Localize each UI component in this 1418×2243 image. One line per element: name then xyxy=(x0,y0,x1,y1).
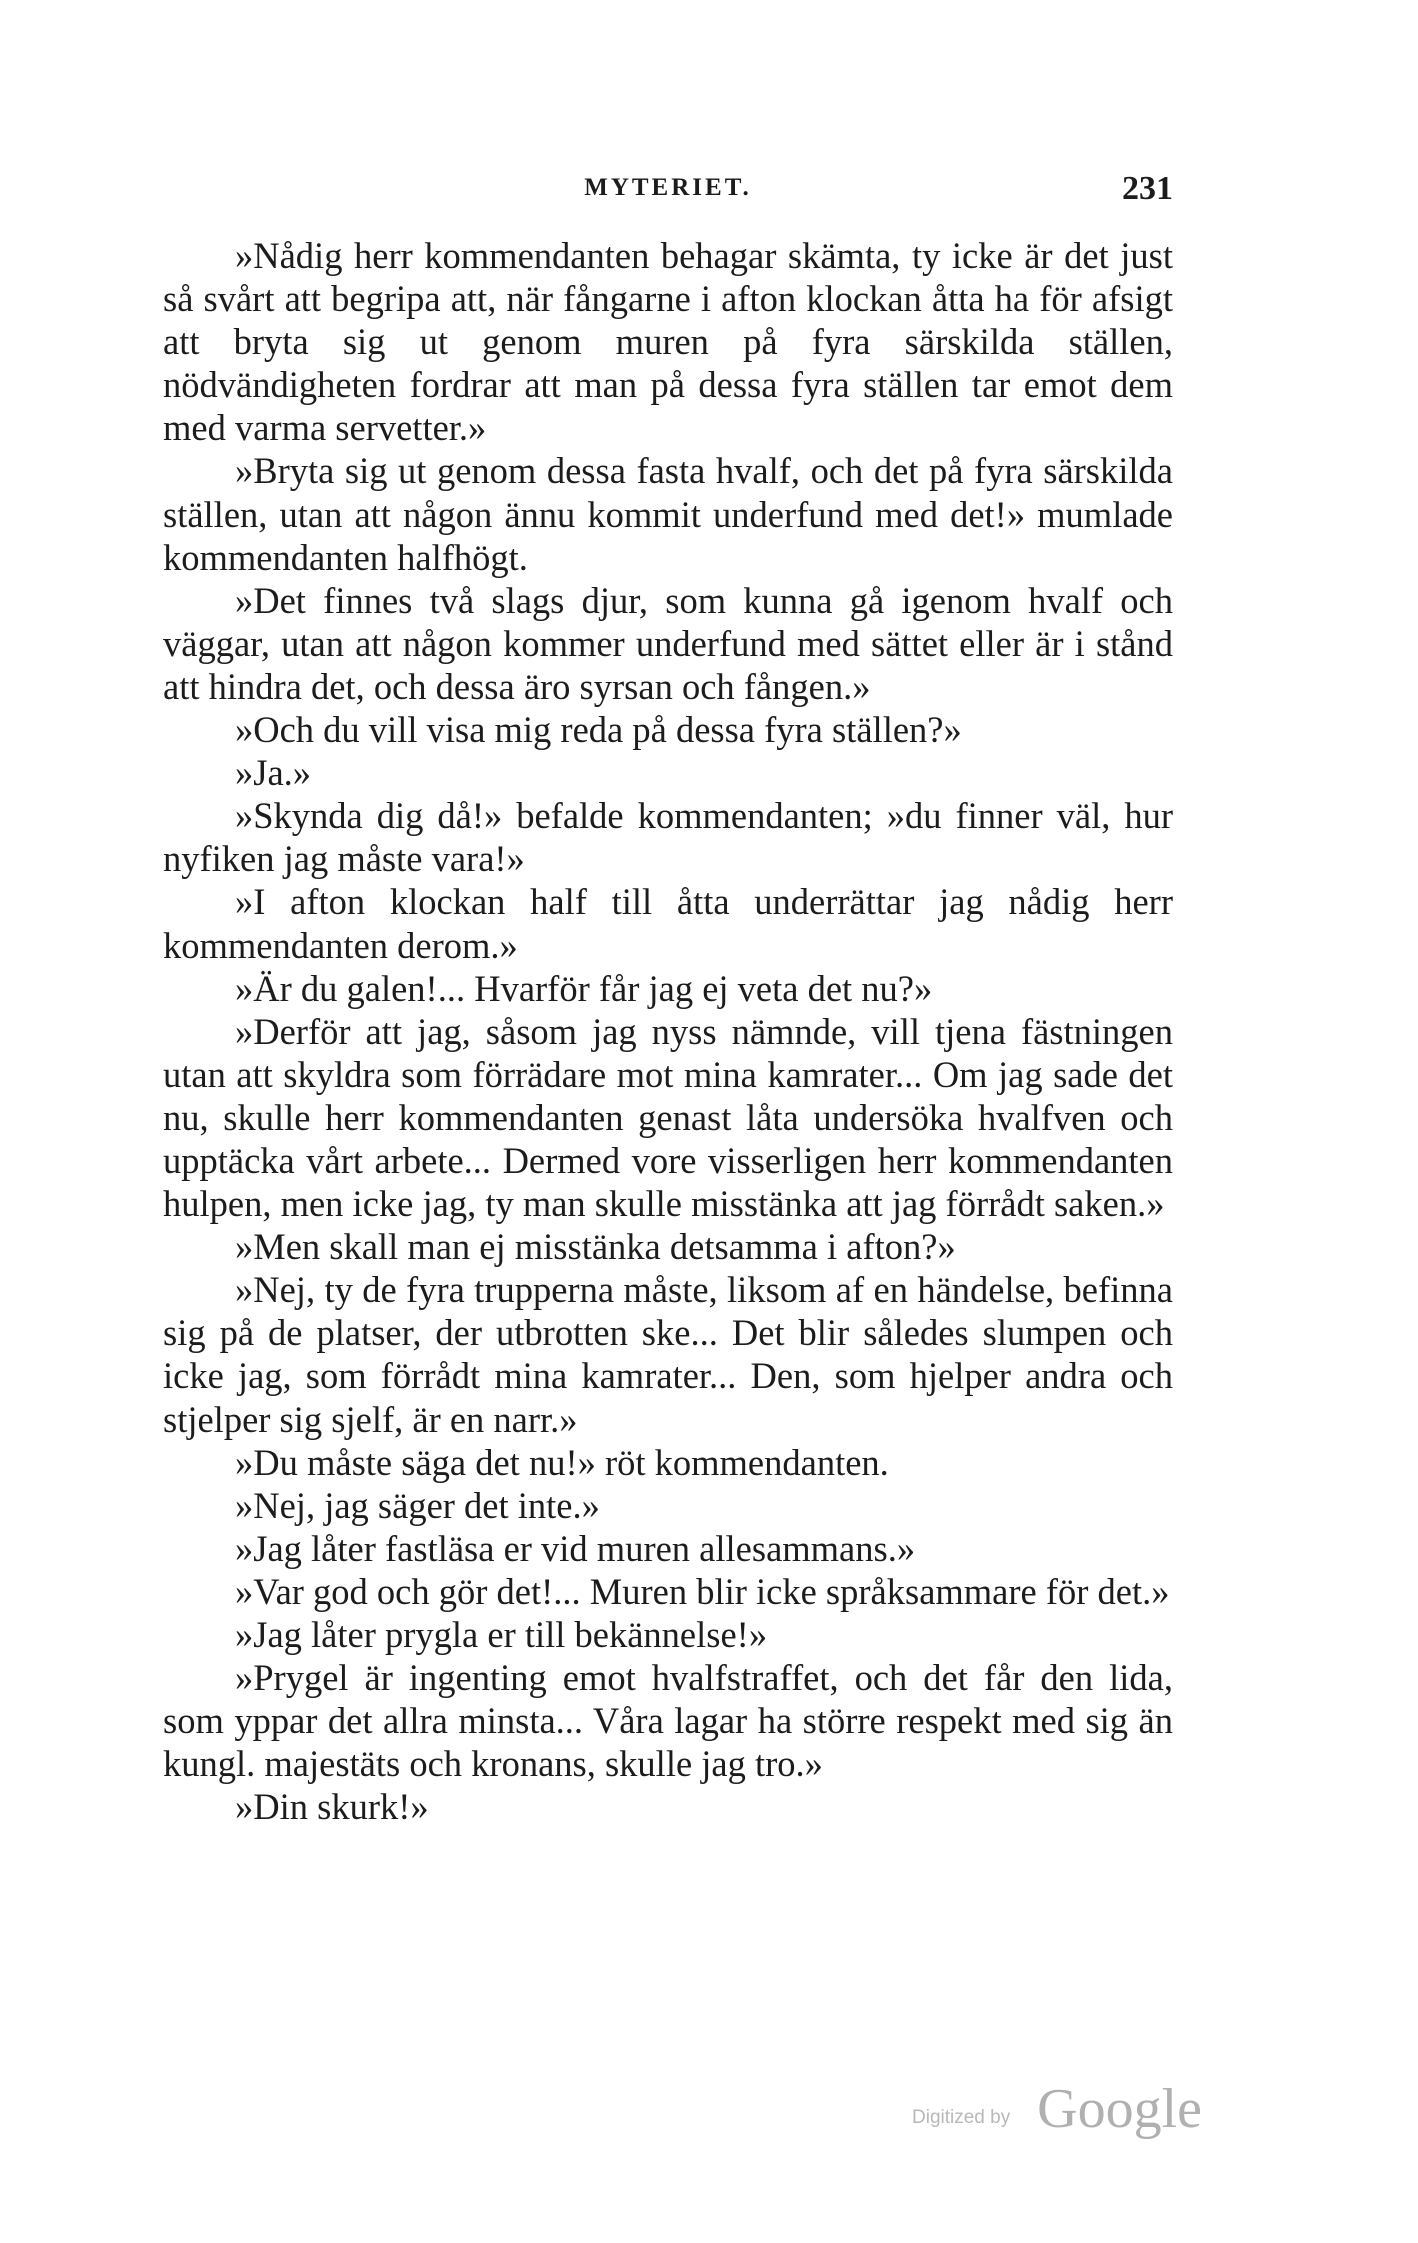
paragraph: »Var god och gör det!... Muren blir icke språksammare för det.» xyxy=(235,1570,1170,1612)
paragraph: »Din skurk!» xyxy=(235,1786,429,1828)
text-body xyxy=(163,234,1173,1828)
paragraph: »I afton klockan half till åtta underrättar jag nådig herr kommendanten derom.» xyxy=(163,881,1173,966)
paragraph: »Nej, jag säger det inte.» xyxy=(235,1484,600,1526)
digitized-by-label: Digitized by xyxy=(912,2107,1011,2128)
paragraph: »Nej, ty de fyra trupperna måste, liksom af en händelse, befinna sig på de platser, der utbrotten ske... Det blir således slumpen och icke jag, som förrådt mina kamrater... Den, som hjelper andra och stjelper sig sjelf, är en narr.» xyxy=(163,1269,1173,1440)
running-head xyxy=(163,170,1173,220)
paragraph: »Ja.» xyxy=(235,752,312,794)
digitized-watermark xyxy=(912,2071,1202,2141)
paragraph: »Bryta sig ut genom dessa fasta hvalf, och det på fyra särskilda ställen, utan att någon ännu kommit underfund med det!» mumlade kommendanten halfhögt. xyxy=(163,450,1173,578)
google-logo: Google xyxy=(1037,2078,1202,2140)
paragraph: »Det finnes två slags djur, som kunna gå igenom hvalf och väggar, utan att någon kommer underfund med sättet eller är i stånd att hindra det, och dessa äro syrsan och fången.» xyxy=(163,579,1173,707)
paragraph: »Nådig herr kommendanten behagar skämta, ty icke är det just så svårt att begripa att, när fångarne i afton klockan åtta ha för afsigt att bryta sig ut genom muren på fyra särskilda ställen, nödvändigheten fordrar att man på dessa fyra ställen tar emot dem med varma servetter.» xyxy=(163,235,1173,449)
paragraph: »Derför att jag, såsom jag nyss nämnde, vill tjena fästningen utan att skyldra som förrädare mot mina kamrater... Om jag sade det nu, skulle herr kommendanten genast låta undersöka hvalfven och upptäcka vårt arbete... Dermed vore visserligen herr kommendanten hulpen, men icke jag, ty man skulle misstänka att jag förrådt saken.» xyxy=(163,1010,1173,1225)
paragraph: »Men skall man ej misstänka detsamma i afton?» xyxy=(235,1226,956,1268)
paragraph: »Prygel är ingenting emot hvalfstraffet, och det får den lida, som yppar det allra minsta... Våra lagar ha större respekt med sig än kungl. majestäts och kronans, skulle jag tro.» xyxy=(163,1657,1173,1785)
paragraph: »Jag låter prygla er till bekännelse!» xyxy=(235,1614,768,1655)
paragraph: »Och du vill visa mig reda på dessa fyra ställen?» xyxy=(235,709,962,751)
page-number: 231 xyxy=(1122,170,1173,207)
paragraph: »Är du galen!... Hvarför får jag ej veta det nu?» xyxy=(235,967,933,1009)
paragraph: »Skynda dig då!» befalde kommendanten; »du finner väl, hur nyfiken jag måste vara!» xyxy=(163,795,1173,880)
paragraph: »Jag låter fastläsa er vid muren allesammans.» xyxy=(235,1527,916,1569)
paragraph: »Du måste säga det nu!» röt kommendanten. xyxy=(235,1441,889,1483)
running-title: MYTERIET. xyxy=(584,174,752,201)
